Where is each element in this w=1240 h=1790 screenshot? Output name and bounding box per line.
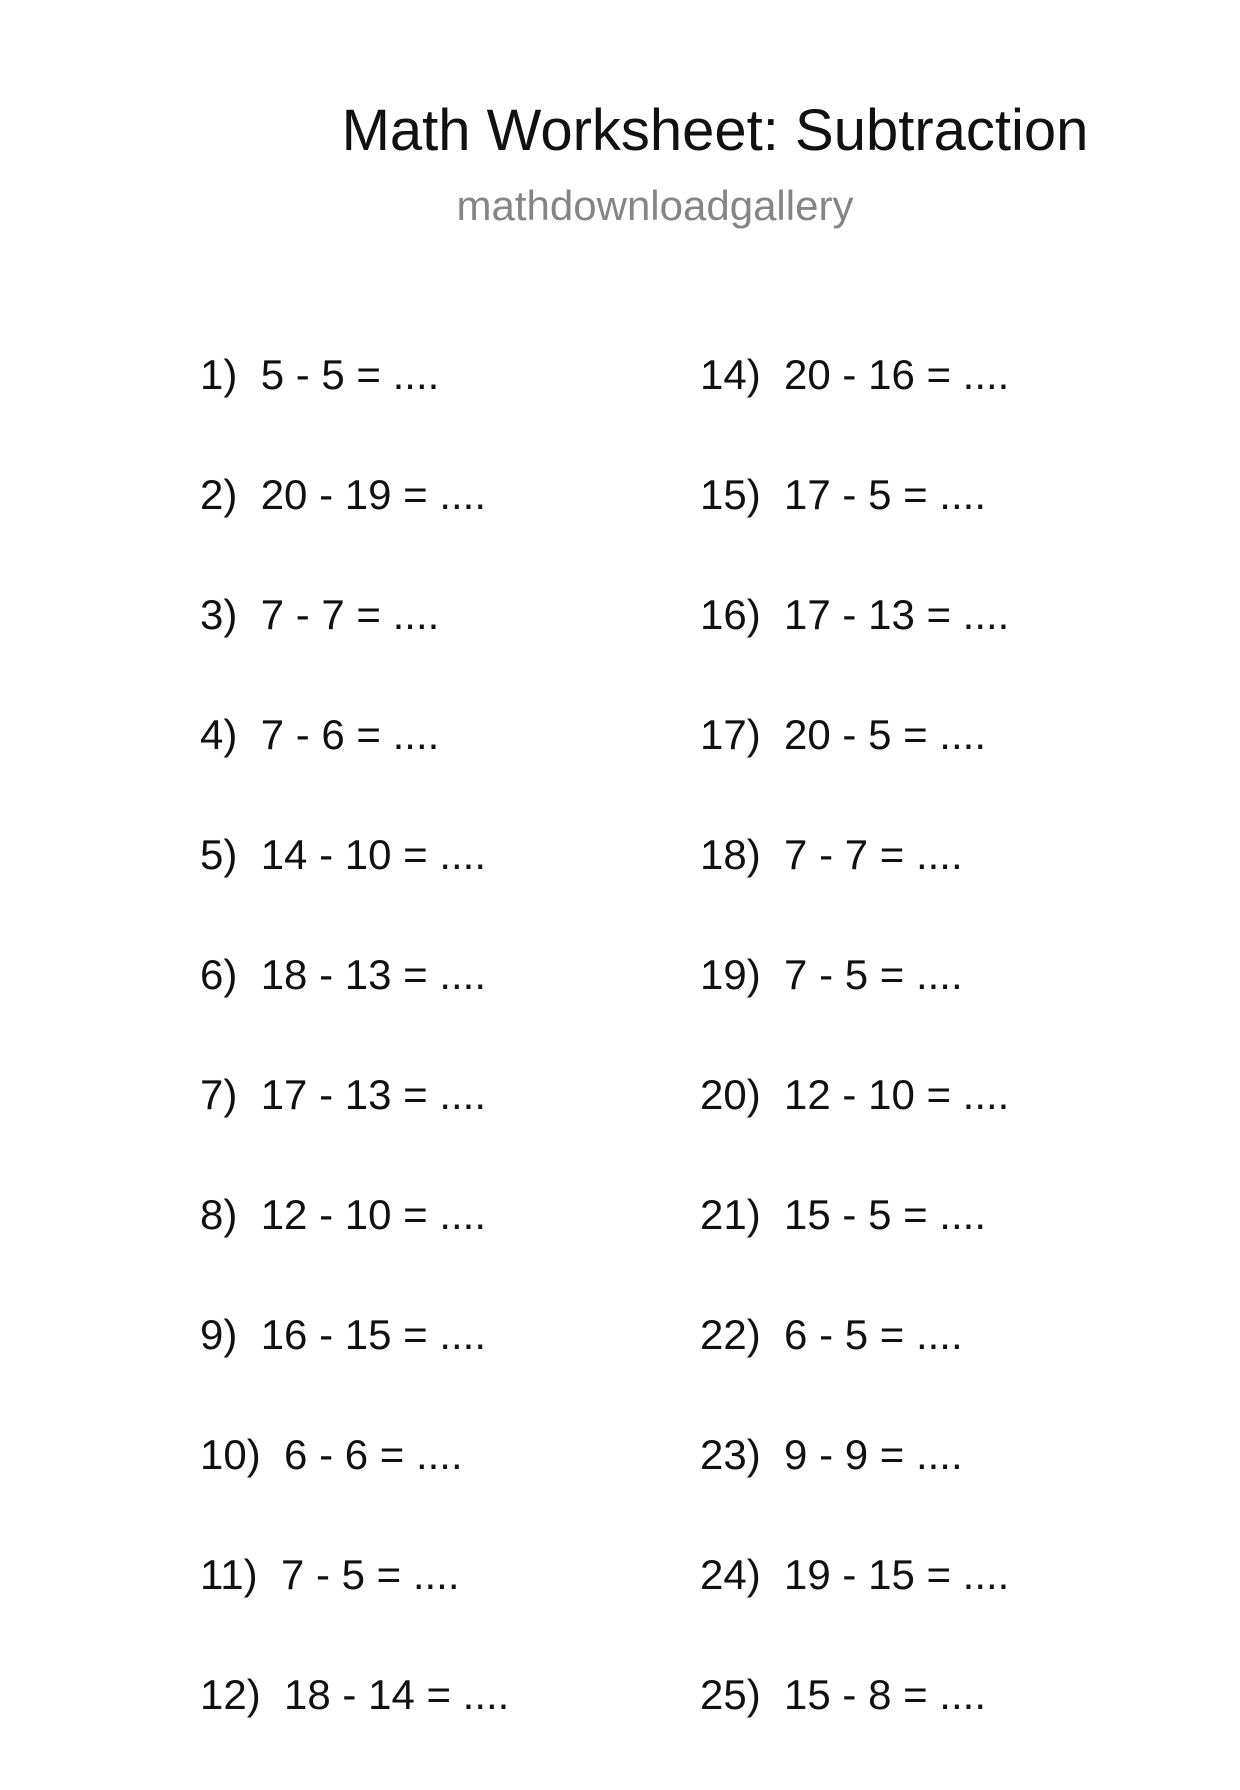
problem-column-left	[200, 350, 509, 1790]
page-title: Math Worksheet: Subtraction	[341, 98, 1089, 163]
problem-item	[200, 1550, 509, 1670]
problem-number: 24)	[700, 1551, 761, 1598]
problem-expression: 20 - 16 = ....	[784, 351, 1010, 398]
problem-item	[700, 470, 1009, 590]
problem-item	[700, 710, 1009, 830]
problem-expression: 7 - 7 = ....	[784, 831, 963, 878]
problem-expression: 20 - 19 = ....	[260, 471, 487, 518]
problem-number: 15)	[700, 471, 761, 518]
problem-item	[700, 1430, 1009, 1550]
problem-item	[700, 1070, 1009, 1190]
problem-expression: 7 - 7 = ....	[260, 591, 440, 638]
problem-item	[700, 350, 1009, 470]
problem-expression: 17 - 5 = ....	[784, 471, 986, 518]
problem-item	[200, 1670, 509, 1790]
problem-item	[200, 1310, 509, 1430]
problem-item	[200, 1070, 509, 1190]
problem-item	[200, 1190, 509, 1310]
problem-number: 7)	[200, 1071, 238, 1118]
problem-expression: 12 - 10 = ....	[784, 1071, 1010, 1118]
problem-expression: 16 - 15 = ....	[260, 1311, 487, 1358]
problem-item	[200, 1430, 509, 1550]
problem-expression: 9 - 9 = ....	[784, 1431, 963, 1478]
problem-expression: 5 - 5 = ....	[260, 351, 440, 398]
problem-number: 18)	[700, 831, 761, 878]
problem-column-right	[700, 350, 1009, 1790]
problem-expression: 19 - 15 = ....	[784, 1551, 1010, 1598]
problem-item	[200, 830, 509, 950]
problem-number: 11)	[200, 1551, 258, 1598]
problem-expression: 15 - 8 = ....	[784, 1671, 986, 1718]
problem-item	[700, 950, 1009, 1070]
problem-expression: 7 - 5 = ....	[784, 951, 963, 998]
problem-number: 16)	[700, 591, 761, 638]
problem-number: 12)	[200, 1671, 261, 1718]
problem-expression: 6 - 5 = ....	[784, 1311, 963, 1358]
problem-expression: 7 - 5 = ....	[280, 1551, 460, 1598]
problem-item	[200, 350, 509, 470]
problem-expression: 7 - 6 = ....	[260, 711, 440, 758]
problem-number: 9)	[200, 1311, 238, 1358]
problem-number: 5)	[200, 831, 238, 878]
problem-item	[200, 470, 509, 590]
problem-number: 22)	[700, 1311, 761, 1358]
problem-item	[700, 830, 1009, 950]
problem-number: 1)	[200, 351, 238, 398]
problem-number: 25)	[700, 1671, 761, 1718]
problem-expression: 12 - 10 = ....	[260, 1191, 487, 1238]
problem-expression: 20 - 5 = ....	[784, 711, 986, 758]
problem-number: 4)	[200, 711, 238, 758]
problem-number: 3)	[200, 591, 238, 638]
problem-expression: 17 - 13 = ....	[784, 591, 1010, 638]
problem-expression: 18 - 13 = ....	[260, 951, 487, 998]
problem-item	[200, 590, 509, 710]
problem-item	[700, 1310, 1009, 1430]
problem-number: 8)	[200, 1191, 238, 1238]
problem-number: 17)	[700, 711, 761, 758]
problem-number: 10)	[200, 1431, 261, 1478]
problem-expression: 18 - 14 = ....	[284, 1671, 510, 1718]
problem-item	[700, 1670, 1009, 1790]
problem-number: 20)	[700, 1071, 761, 1118]
problem-item	[700, 1550, 1009, 1670]
problem-expression: 15 - 5 = ....	[784, 1191, 986, 1238]
problem-item	[200, 950, 509, 1070]
problem-item	[700, 590, 1009, 710]
problem-number: 23)	[700, 1431, 761, 1478]
problem-number: 19)	[700, 951, 761, 998]
page-subtitle: mathdownloadgallery	[456, 182, 854, 229]
problem-expression: 14 - 10 = ....	[260, 831, 487, 878]
problem-number: 6)	[200, 951, 238, 998]
problem-number: 21)	[700, 1191, 761, 1238]
problem-number: 2)	[200, 471, 238, 518]
problem-number: 14)	[700, 351, 761, 398]
problem-item	[700, 1190, 1009, 1310]
problem-expression: 6 - 6 = ....	[284, 1431, 463, 1478]
problem-expression: 17 - 13 = ....	[260, 1071, 487, 1118]
problem-item	[200, 710, 509, 830]
